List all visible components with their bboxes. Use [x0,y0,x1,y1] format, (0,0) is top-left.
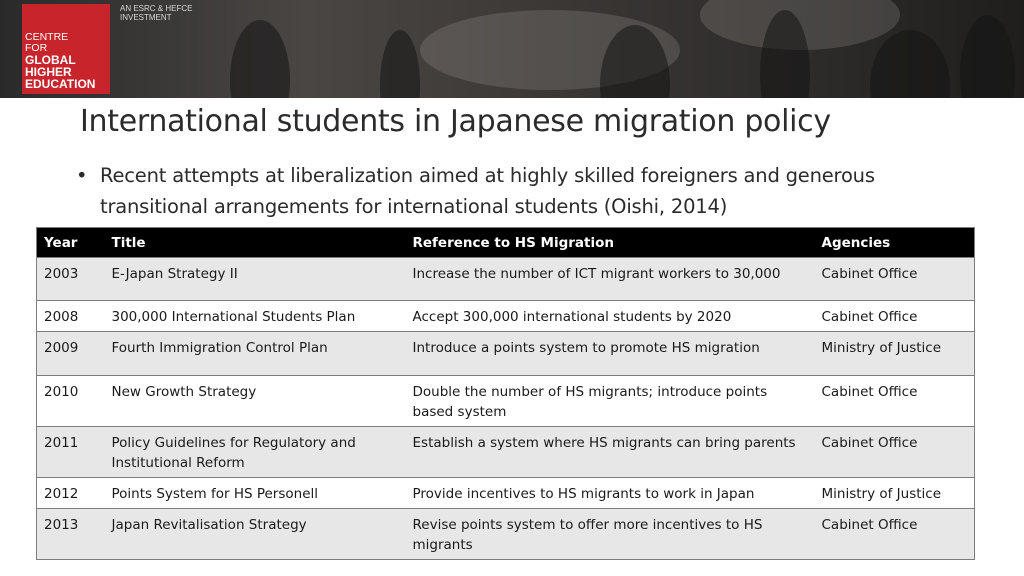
header-agencies: Agencies [815,228,975,258]
investment-tagline [120,4,210,22]
investment-line-2: INVESTMENT [120,13,172,22]
bullet-text: Recent attempts at liberalization aimed at highly skilled foreigners and generous transitional arrangements for international students (Oishi, 2014) [100,164,875,218]
cell-reference: Double the number of HS migrants; introduce points based system [406,376,815,427]
cell-reference: Provide incentives to HS migrants to work in Japan [406,478,815,509]
cell-title: Points System for HS Personell [105,478,406,509]
cell-title: 300,000 International Students Plan [105,301,406,332]
table-header-row [37,228,975,258]
logo-line-education: EDUCATION [25,77,96,91]
cell-agency: Cabinet Office [815,376,975,427]
cell-agency: Cabinet Office [815,509,975,560]
cell-year: 2012 [37,478,105,509]
table-row [37,258,975,301]
table-row [37,509,975,560]
cell-agency: Cabinet Office [815,301,975,332]
header-banner-photo [0,0,1024,98]
slide-title: International students in Japanese migration policy [80,104,831,139]
table-row [37,427,975,478]
bullet-point [76,160,956,222]
cell-title: Policy Guidelines for Regulatory and Institutional Reform [105,427,406,478]
table-row [37,332,975,376]
cell-agency: Ministry of Justice [815,478,975,509]
table-row [37,301,975,332]
cell-year: 2008 [37,301,105,332]
cell-year: 2013 [37,509,105,560]
investment-line-1: AN ESRC & HEFCE [120,4,193,13]
cell-title: New Growth Strategy [105,376,406,427]
cell-agency: Cabinet Office [815,258,975,301]
header-title: Title [105,228,406,258]
cell-year: 2010 [37,376,105,427]
logo-line-higher: HIGHER [25,65,72,79]
logo-line-for: FOR [25,42,48,54]
header-year: Year [37,228,105,258]
migration-policy-table [36,227,975,560]
cell-year: 2011 [37,427,105,478]
cell-title: Fourth Immigration Control Plan [105,332,406,376]
cell-reference: Establish a system where HS migrants can bring parents [406,427,815,478]
bullet-dot-icon: • [76,164,88,187]
header-reference: Reference to HS Migration [406,228,815,258]
cell-title: E-Japan Strategy II [105,258,406,301]
cell-agency: Ministry of Justice [815,332,975,376]
cell-reference: Increase the number of ICT migrant workers to 30,000 [406,258,815,301]
cell-agency: Cabinet Office [815,427,975,478]
cghe-logo [22,4,110,94]
cell-reference: Revise points system to offer more incentives to HS migrants [406,509,815,560]
cell-year: 2009 [37,332,105,376]
cell-title: Japan Revitalisation Strategy [105,509,406,560]
logo-line-centre: CENTRE [25,31,69,43]
table-row [37,376,975,427]
cell-reference: Introduce a points system to promote HS migration [406,332,815,376]
logo-line-global: GLOBAL [25,53,76,67]
table-row [37,478,975,509]
cell-year: 2003 [37,258,105,301]
cell-reference: Accept 300,000 international students by 2020 [406,301,815,332]
